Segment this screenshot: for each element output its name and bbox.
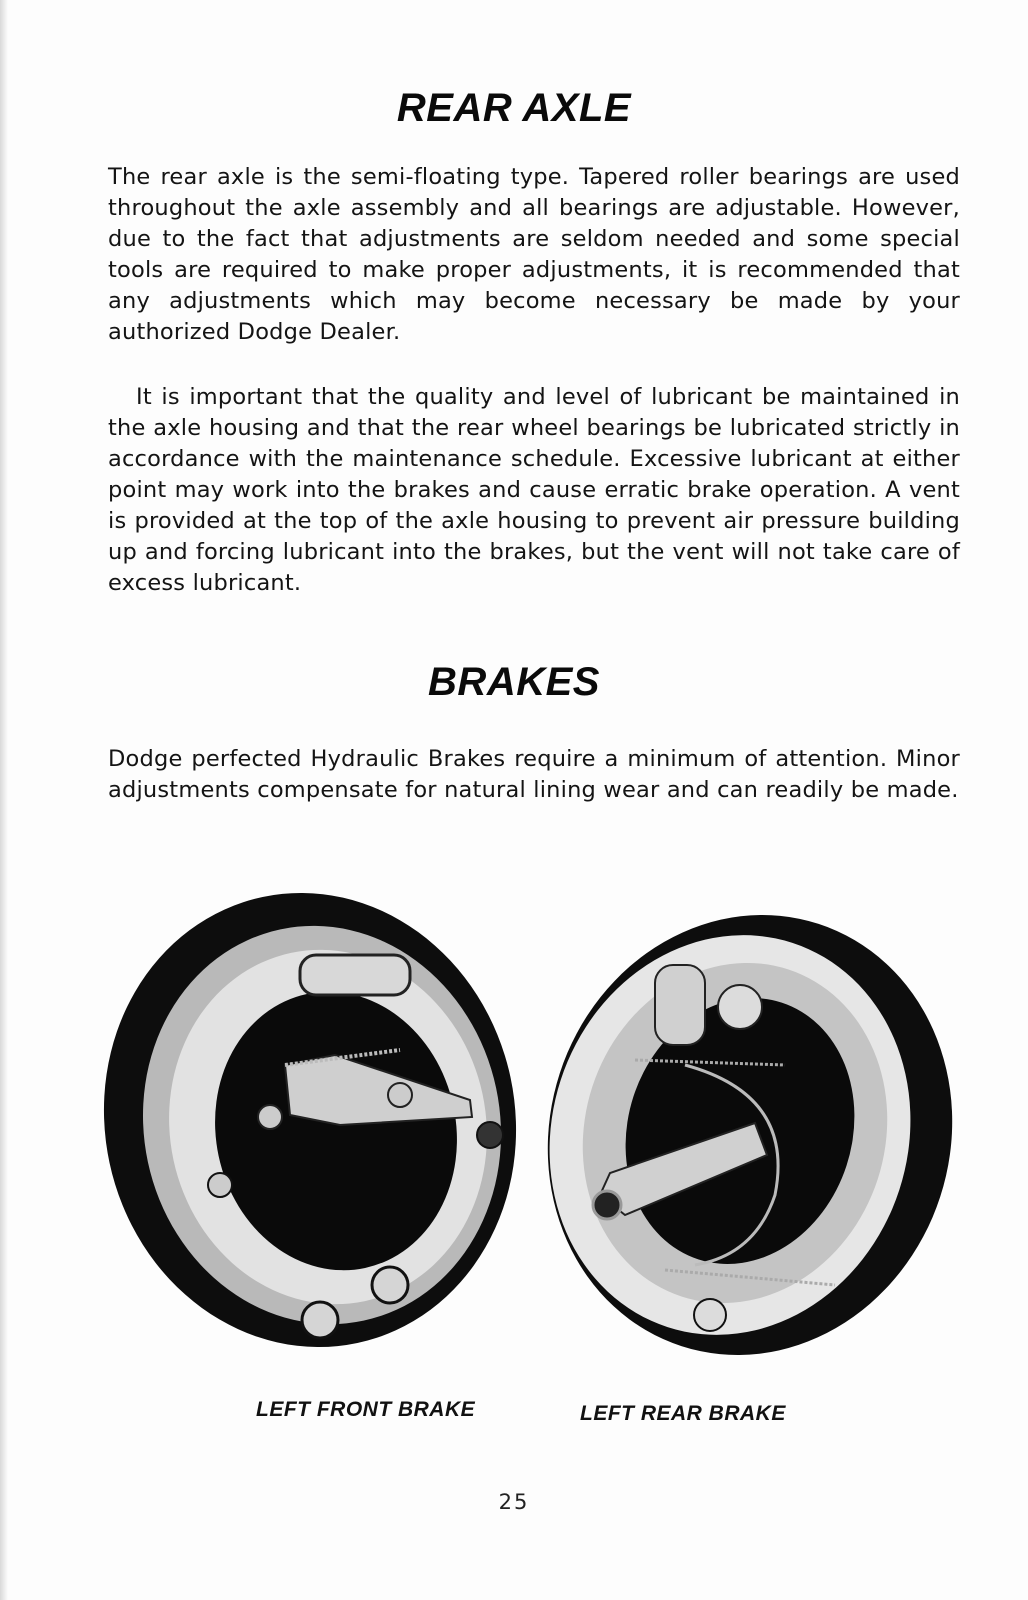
page-number: 25: [498, 1490, 530, 1514]
caption-left-front-brake: LEFT FRONT BRAKE: [256, 1398, 476, 1421]
paragraph-rear-axle-2: It is important that the quality and level of lubricant be maintained in the axle housing and that the rear wheel bearings be lubricated strictly in accordance with the maintenance schedule. Excessive lubricant at either point may work into the brakes and cause erratic brake operation. A vent is provided at the top of the axle housing to prevent air pressure building up and forcing lubricant into the brakes, but the vent will not take care of excess lubricant.: [108, 384, 960, 596]
figure-left-rear-brake: [535, 895, 955, 1365]
page-edge-shadow: [0, 0, 8, 1600]
heading-brakes: BRAKES: [428, 660, 600, 704]
brake-drum-front-image: [100, 885, 520, 1355]
paragraph-brakes-1: Dodge perfected Hydraulic Brakes require a minimum of attention. Minor adjustments compensate for natural lining wear and can readily be made.: [108, 746, 960, 803]
caption-left-rear-brake: LEFT REAR BRAKE: [580, 1402, 786, 1425]
heading-rear-axle: REAR AXLE: [396, 86, 632, 130]
paragraph-rear-axle-1: The rear axle is the semi-floating type. Tapered roller bearings are used throughout the axle assembly and all bearings are adjustable. However, due to the fact that adjustments are seldom needed and some special tools are required to make proper adjustments, it is recommended that any adjustments which may become necessary be made by your authorized Dodge Dealer.: [108, 164, 960, 345]
brake-drum-rear-image: [535, 895, 955, 1365]
figure-left-front-brake: [100, 885, 520, 1355]
